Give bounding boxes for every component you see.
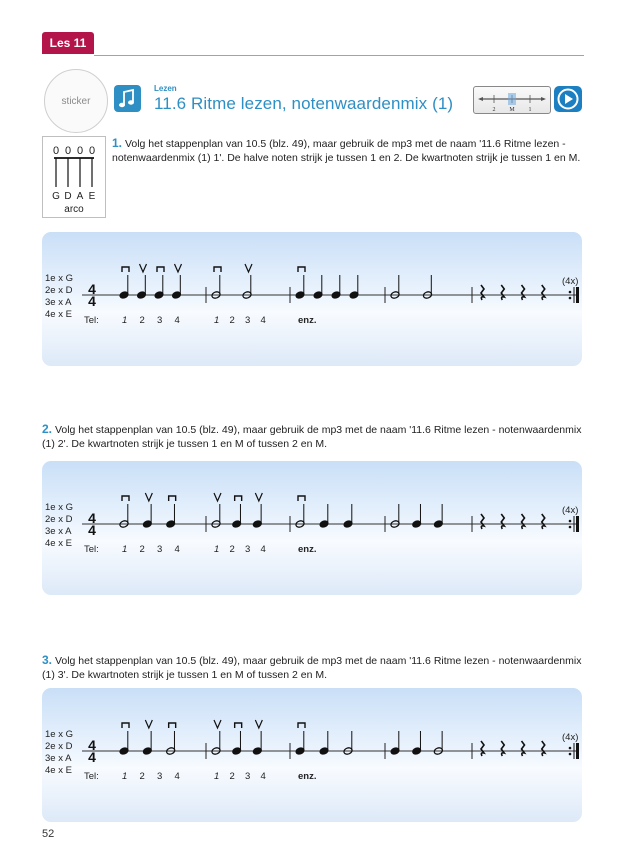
category-label: Lezen	[154, 84, 177, 93]
slider-label: 2	[492, 107, 496, 113]
down-bow-mark	[298, 723, 305, 728]
count-number: 4	[174, 544, 180, 555]
repeat-dot	[569, 291, 572, 294]
quarter-rest	[501, 285, 504, 300]
quarter-rest	[481, 285, 484, 300]
string-label: 2e x D	[45, 285, 73, 296]
count-number: 3	[157, 315, 163, 326]
count-number: 2	[139, 771, 145, 782]
down-bow-mark	[122, 267, 129, 272]
string-label: 4e x E	[45, 765, 72, 776]
down-bow-mark	[169, 723, 176, 728]
string-diagram	[42, 136, 106, 218]
string-label: 2e x D	[45, 514, 73, 525]
string-label: 1e x G	[45, 729, 73, 740]
play-button[interactable]	[554, 86, 582, 112]
finger-number: 0	[76, 145, 84, 157]
finger-number: 0	[88, 145, 96, 157]
sticker-placeholder: sticker	[44, 69, 108, 133]
count-number: 2	[139, 315, 145, 326]
count-number: enz.	[298, 544, 317, 555]
time-signature-top: 4	[88, 510, 96, 526]
time-signature-top: 4	[88, 281, 96, 297]
string-label: 1e x G	[45, 273, 73, 284]
count-label: Tel:	[84, 771, 99, 782]
down-bow-mark	[235, 496, 242, 501]
repeat-dot	[569, 747, 572, 750]
up-bow-mark	[214, 720, 221, 728]
play-icon	[554, 86, 582, 112]
count-number: 4	[174, 315, 180, 326]
up-bow-mark	[175, 264, 182, 272]
quarter-rest	[542, 741, 545, 756]
quarter-rest	[501, 741, 504, 756]
string-name: D	[64, 191, 72, 202]
lesson-tab: Les 11	[42, 32, 94, 54]
string-name: A	[76, 191, 84, 202]
count-number: 1	[122, 315, 128, 326]
count-number: 2	[229, 544, 235, 555]
count-label: Tel:	[84, 315, 99, 326]
count-number: 3	[245, 771, 251, 782]
down-bow-mark	[157, 267, 164, 272]
string-label: 4e x E	[45, 309, 72, 320]
string-name: G	[52, 191, 60, 202]
time-signature-bottom: 4	[88, 293, 96, 309]
slider-label: M	[509, 107, 515, 113]
count-number: 4	[260, 544, 266, 555]
count-number: enz.	[298, 315, 317, 326]
repeat-dot	[569, 520, 572, 523]
count-number: 2	[139, 544, 145, 555]
down-bow-mark	[235, 723, 242, 728]
string-name: E	[88, 191, 96, 202]
down-bow-mark	[169, 496, 176, 501]
time-signature-top: 4	[88, 737, 96, 753]
count-number: 1	[122, 771, 128, 782]
count-number: 1	[214, 544, 220, 555]
down-bow-mark	[298, 267, 305, 272]
quarter-rest	[522, 285, 525, 300]
down-bow-mark	[122, 496, 129, 501]
finger-number: 0	[64, 145, 72, 157]
instruction-number: 3.	[42, 653, 53, 667]
down-bow-mark	[122, 723, 129, 728]
quarter-rest	[481, 514, 484, 529]
finger-number: 0	[52, 145, 60, 157]
repeat-count: (4x)	[562, 732, 579, 743]
up-bow-mark	[214, 493, 221, 501]
score-panel-3	[42, 688, 582, 822]
count-number: 4	[260, 771, 266, 782]
page-number: 52	[42, 828, 55, 840]
instruction-1	[112, 136, 582, 165]
instruction-text: Volg het stappenplan van 10.5 (blz. 49), maar gebruik de mp3 met de naam '11.6 Ritme lezen - notenwaardenmix (1) 3'. De kwartnoten strijk je tussen 1 en M of tussen 2 en M.	[42, 655, 582, 681]
count-label: Tel:	[84, 544, 99, 555]
quarter-rest	[501, 514, 504, 529]
repeat-dot	[569, 753, 572, 756]
count-number: 2	[229, 315, 235, 326]
count-number: 3	[157, 544, 163, 555]
instruction-text: Volg het stappenplan van 10.5 (blz. 49), maar gebruik de mp3 met de naam '11.6 Ritme lezen - notenwaardenmix (1) 1'. De halve noten strijk je tussen 1 en 2. De kwartnoten strijk je tussen 1 en M.	[112, 138, 581, 164]
technique-label: arco	[64, 204, 84, 215]
count-number: enz.	[298, 771, 317, 782]
repeat-count: (4x)	[562, 276, 579, 287]
count-number: 2	[229, 771, 235, 782]
repeat-count: (4x)	[562, 505, 579, 516]
up-bow-mark	[145, 493, 152, 501]
count-number: 4	[174, 771, 180, 782]
string-label: 3e x A	[45, 526, 72, 537]
count-number: 1	[214, 315, 220, 326]
count-number: 3	[157, 771, 163, 782]
string-label: 3e x A	[45, 297, 72, 308]
instruction-text: Volg het stappenplan van 10.5 (blz. 49), maar gebruik de mp3 met de naam '11.6 Ritme lezen - notenwaardenmix (1) 2'. De kwartnoten strijk je tussen 1 en M of tussen 2 en M.	[42, 424, 582, 450]
quarter-rest	[522, 741, 525, 756]
score-panel-1	[42, 232, 582, 366]
quarter-rest	[481, 741, 484, 756]
string-label: 4e x E	[45, 538, 72, 549]
count-number: 1	[122, 544, 128, 555]
instruction-3	[42, 653, 582, 682]
count-number: 1	[214, 771, 220, 782]
repeat-dot	[569, 526, 572, 529]
down-bow-mark	[214, 267, 221, 272]
page-title: 11.6 Ritme lezen, notenwaardenmix (1)	[154, 94, 454, 113]
quarter-rest	[522, 514, 525, 529]
quarter-rest	[542, 285, 545, 300]
quarter-rest	[542, 514, 545, 529]
instruction-number: 1.	[112, 136, 123, 150]
slider-label: 1	[528, 107, 532, 113]
down-bow-mark	[298, 496, 305, 501]
bow-position-slider[interactable]	[473, 86, 551, 114]
repeat-dot	[569, 297, 572, 300]
count-number: 3	[245, 315, 251, 326]
count-number: 3	[245, 544, 251, 555]
up-bow-mark	[255, 720, 262, 728]
time-signature-bottom: 4	[88, 749, 96, 765]
string-label: 3e x A	[45, 753, 72, 764]
up-bow-mark	[255, 493, 262, 501]
count-number: 4	[260, 315, 266, 326]
instruction-number: 2.	[42, 422, 53, 436]
string-label: 2e x D	[45, 741, 73, 752]
string-label: 1e x G	[45, 502, 73, 513]
up-bow-mark	[140, 264, 147, 272]
up-bow-mark	[245, 264, 252, 272]
up-bow-mark	[145, 720, 152, 728]
music-note-icon	[114, 85, 141, 112]
header-divider	[94, 55, 584, 56]
time-signature-bottom: 4	[88, 522, 96, 538]
instruction-2	[42, 422, 582, 451]
score-panel-2	[42, 461, 582, 595]
